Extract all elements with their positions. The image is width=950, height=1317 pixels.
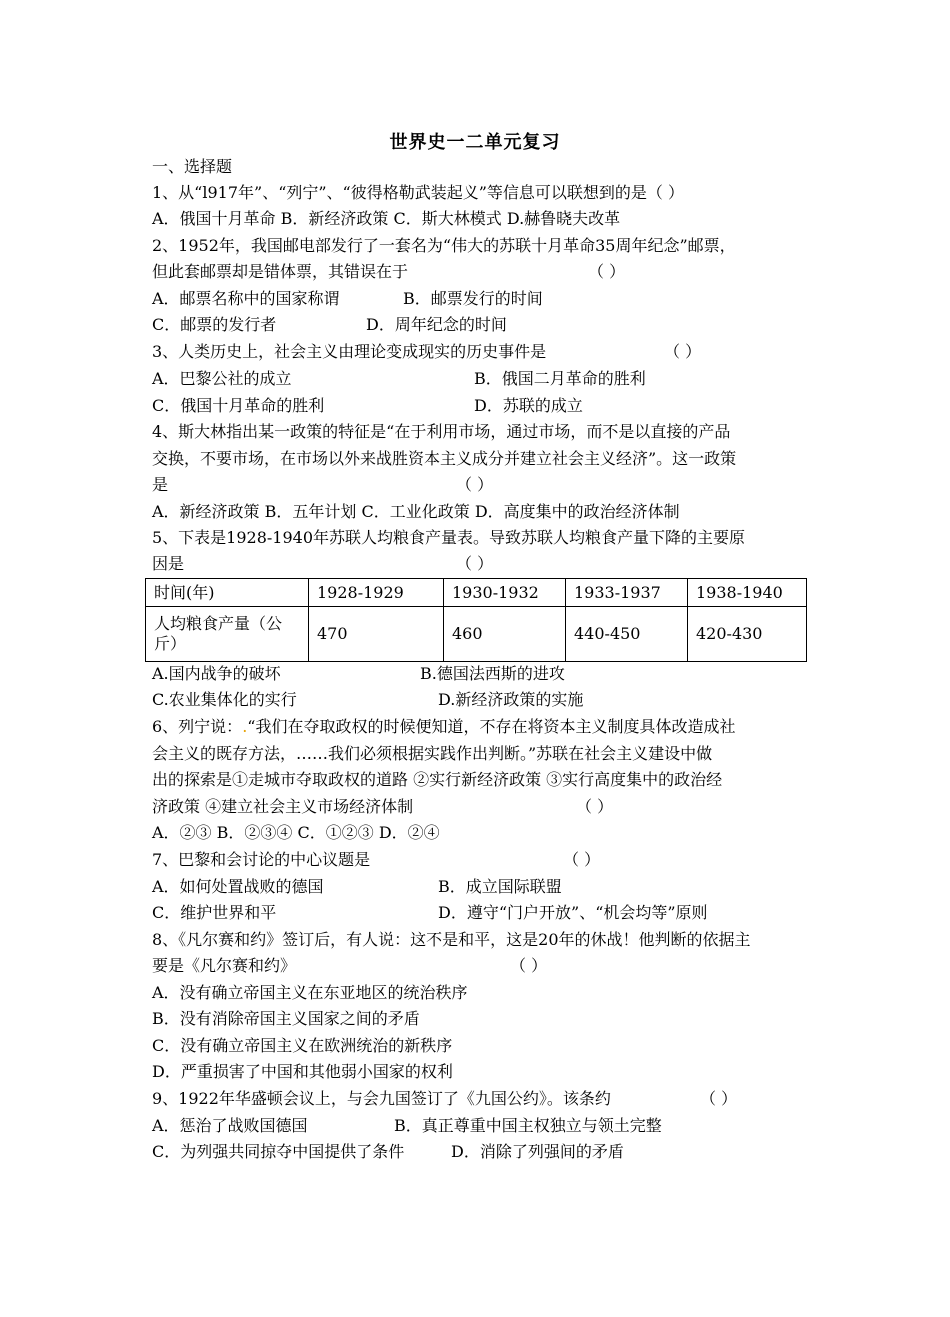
question-4-stem-cont: 交换，不要市场，在市场以外来战胜资本主义成分并建立社会主义经济”。这一政策 (152, 449, 737, 468)
option-b: B．真正尊重中国主权独立与领土完整 (394, 1116, 662, 1135)
option-a: A.国内战争的破坏 (152, 664, 281, 683)
table-cell: 440-450 (566, 607, 688, 662)
option-a: A．惩治了战败国德国 (152, 1116, 308, 1135)
answer-paren: （ ） (664, 342, 702, 361)
option-b: B．邮票发行的时间 (403, 289, 543, 308)
table-cell: 470 (309, 607, 444, 662)
option-c: C．邮票的发行者 (152, 315, 277, 334)
table-header-row (146, 579, 807, 607)
question-6-options: A．②③ B．②③④ C．①②③ D．②④ (152, 823, 440, 842)
question-1-options: A．俄国十月革命 B．新经济政策 C．斯大林模式 D.赫鲁晓夫改革 (152, 209, 621, 228)
answer-paren: （ ） (456, 554, 494, 573)
question-8-stem: 8、《凡尔赛和约》签订后，有人说：这不是和平，这是20年的休战！他判断的依据主 (152, 930, 751, 949)
option-c: C．没有确立帝国主义在欧洲统治的新秩序 (152, 1036, 453, 1055)
option-a: A．没有确立帝国主义在东亚地区的统治秩序 (152, 983, 468, 1002)
section-heading: 一、选择题 (152, 157, 233, 176)
option-d: D．严重损害了中国和其他弱小国家的权利 (152, 1062, 453, 1081)
question-6-lead: 6、列宁说： (152, 717, 243, 736)
question-6-stem-cont: 出的探索是①走城市夺取政权的道路 ②实行新经济政策 ③实行高度集中的政治经 (152, 770, 723, 789)
question-9-stem: 9、1922年华盛顿会议上，与会九国签订了《九国公约》。该条约 (152, 1089, 611, 1108)
table-cell: 420-430 (688, 607, 807, 662)
option-a: A．如何处置战败的德国 (152, 877, 324, 896)
question-1-stem: 1、从“l917年”、“列宁”、“彼得格勒武装起义”等信息可以联想到的是（ ） (152, 183, 685, 202)
option-d: D.新经济政策的实施 (438, 690, 584, 709)
question-6-stem-end: 济政策 ④建立社会主义市场经济体制 (152, 797, 414, 816)
question-6-stem (152, 717, 735, 737)
grain-output-table (145, 578, 807, 662)
table-cell: 1928-1929 (309, 579, 444, 607)
answer-paren: （ ） (576, 797, 614, 816)
table-cell: 人均粮食产量（公斤） (146, 607, 309, 662)
answer-paren: （ ） (700, 1089, 738, 1108)
option-d: D．苏联的成立 (474, 396, 583, 415)
question-3-stem: 3、人类历史上，社会主义由理论变成现实的历史事件是 (152, 342, 547, 361)
table-row (146, 607, 807, 662)
answer-paren: （ ） (456, 475, 494, 494)
option-b: B．没有消除帝国主义国家之间的矛盾 (152, 1009, 420, 1028)
question-4-options: A．新经济政策 B．五年计划 C．工业化政策 D．高度集中的政治经济体制 (152, 502, 680, 521)
question-5-stem-cont: 因是 (152, 554, 185, 573)
option-d: D．遵守“门户开放”、“机会均等”原则 (438, 903, 708, 922)
option-c: C．俄国十月革命的胜利 (152, 396, 325, 415)
question-4-stem-end: 是 (152, 475, 169, 494)
option-a: A．邮票名称中的国家称谓 (152, 289, 340, 308)
answer-paren: （ ） (588, 262, 626, 281)
marker-dot: . (242, 717, 248, 736)
question-7-stem: 7、巴黎和会讨论的中心议题是 (152, 850, 371, 869)
option-b: B．俄国二月革命的胜利 (474, 369, 646, 388)
option-b: B．成立国际联盟 (438, 877, 562, 896)
option-c: C.农业集体化的实行 (152, 690, 297, 709)
question-6-quote: “我们在夺取政权的时候便知道，不存在将资本主义制度具体改造成社 (247, 717, 736, 736)
option-a: A．巴黎公社的成立 (152, 369, 292, 388)
table-cell: 1938-1940 (688, 579, 807, 607)
option-c: C．维护世界和平 (152, 903, 277, 922)
question-4-stem: 4、斯大林指出某一政策的特征是“在于利用市场，通过市场，而不是以直接的产品 (152, 422, 731, 441)
answer-paren: （ ） (510, 956, 548, 975)
option-b: B.德国法西斯的进攻 (420, 664, 565, 683)
question-2-stem-cont: 但此套邮票却是错体票，其错误在于 (152, 262, 409, 281)
question-8-stem-cont: 要是《凡尔赛和约》 (152, 956, 297, 975)
table-cell: 1930-1932 (444, 579, 566, 607)
option-d: D．周年纪念的时间 (366, 315, 507, 334)
question-5-stem: 5、下表是1928-1940年苏联人均粮食产量表。导致苏联人均粮食产量下降的主要原 (152, 528, 746, 547)
answer-paren: （ ） (563, 850, 601, 869)
question-2-stem: 2、1952年，我国邮电部发行了一套名为“伟大的苏联十月革命35周年纪念”邮票， (152, 236, 736, 255)
table-cell: 460 (444, 607, 566, 662)
table-cell: 时间(年) (146, 579, 309, 607)
option-c: C．为列强共同掠夺中国提供了条件 (152, 1142, 405, 1161)
page-title: 世界史一二单元复习 (389, 132, 561, 153)
question-6-stem-cont: 会主义的既存方法，……我们必须根据实践作出判断。”苏联在社会主义建设中做 (152, 744, 713, 763)
table-cell: 1933-1937 (566, 579, 688, 607)
option-d: D．消除了列强间的矛盾 (451, 1142, 624, 1161)
